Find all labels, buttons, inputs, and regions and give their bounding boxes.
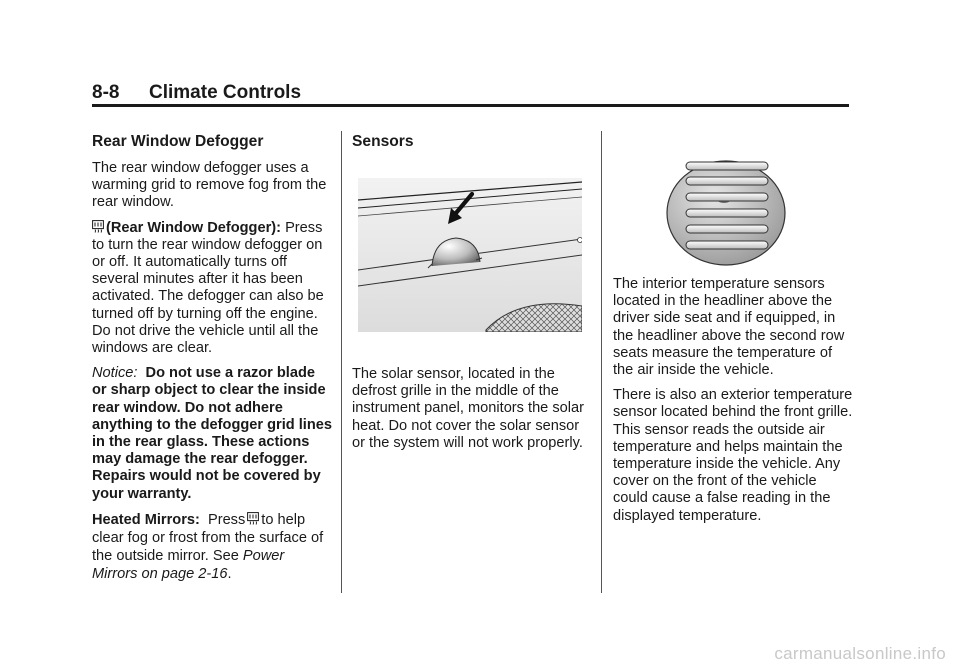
column-rear-defogger <box>92 132 332 591</box>
interior-sensor-illustration <box>666 160 786 266</box>
section-heading-rear-window-defogger: Rear Window Defogger <box>92 133 264 150</box>
paragraph-heated-mirrors <box>92 511 332 583</box>
heated-mirrors-label: Heated Mirrors: <box>92 511 200 528</box>
paragraph-defogger-intro: The rear window defogger uses a warming grid to remove fog from the rear window. <box>92 160 327 211</box>
power-mirrors-link[interactable]: Power Mirrors on page 2-16 <box>92 547 285 582</box>
solar-sensor-illustration <box>358 178 582 332</box>
column-divider-1 <box>341 131 342 593</box>
rear-defogger-icon <box>92 220 104 233</box>
rear-defogger-icon <box>247 512 259 525</box>
column-interior-sensors <box>613 276 853 533</box>
page-header <box>92 82 849 104</box>
heated-mirrors-text: to help clear fog or frost from the surface of the outside mirror. See <box>92 511 324 564</box>
heated-mirrors-press: Press <box>207 511 246 528</box>
page-number: 8-8 <box>92 82 120 103</box>
heated-mirrors-end: . <box>227 565 232 582</box>
paragraph-solar-sensor: The solar sensor, located in the defrost grille in the middle of the instrument panel, monitors the solar heat. Do not cover the solar sensor or the system will not work properly. <box>352 366 584 451</box>
notice-label: Notice: <box>92 365 138 382</box>
notice-text: Do not use a razor blade or sharp object to clear the inside rear window. Do not adhere anything to the defogger grid lines in the rear glass. These actions may damage the rear defogger. Repairs would not be covered by your warranty. <box>92 365 332 502</box>
chapter-title: Climate Controls <box>149 82 302 103</box>
section-heading-sensors: Sensors <box>352 133 414 150</box>
paragraph-exterior-sensor: There is also an exterior temperature sensor located behind the front grille. This sensor reads the outside air temperature and helps maintain the temperature inside the vehicle. Any cover on the front of the vehicle could cause a false reading in the displayed temperature. <box>613 387 853 524</box>
defogger-button-text: Press to turn the rear window defogger on or off. It automatically turns off several minutes after it has been activated. The defogger can also be turned off by turning off the engine. Do not drive the vehicle until all the windows are clear. <box>92 219 324 357</box>
column-sensors-body <box>352 366 590 460</box>
column-sensors <box>352 132 590 160</box>
paragraph-notice <box>92 365 332 503</box>
paragraph-defogger-button <box>92 220 332 358</box>
paragraph-interior-sensors: The interior temperature sensors located in the headliner above the driver side seat and if equipped, in the headliner above the second row seats measure the temperature of the air inside the vehicle. <box>613 276 845 379</box>
defogger-button-label: (Rear Window Defogger): <box>106 219 281 236</box>
watermark: carmanualsonline.info <box>774 644 946 663</box>
header-rule <box>92 104 849 107</box>
column-divider-2 <box>601 131 602 593</box>
